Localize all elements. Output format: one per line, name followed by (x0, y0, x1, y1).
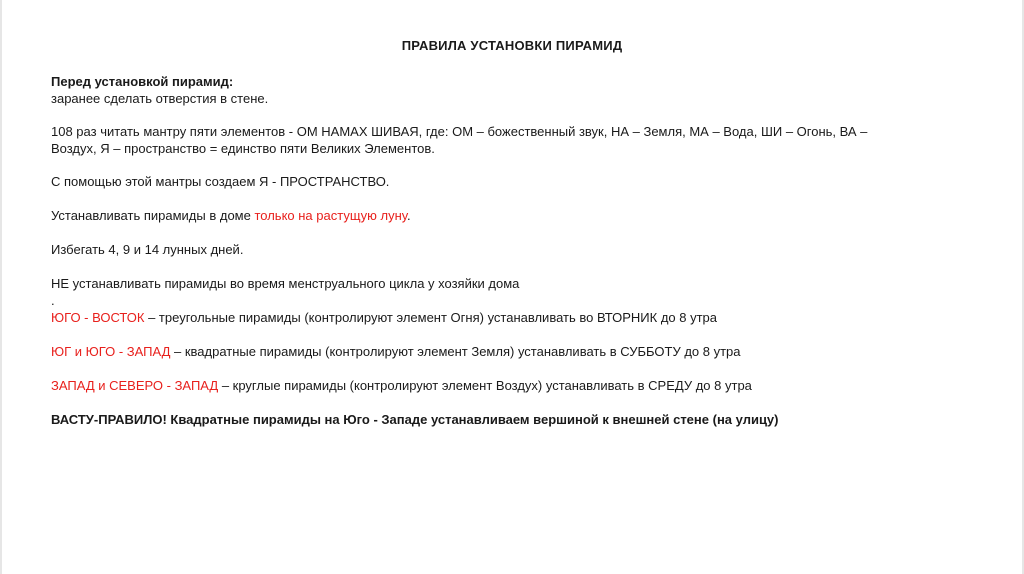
direction-text: – квадратные пирамиды (контролируют элемент Земля) устанавливать в СУББОТУ до 8 утра (170, 344, 741, 359)
direction-label: ЗАПАД и СЕВЕРО - ЗАПАД (51, 378, 219, 393)
moon-line-before: Устанавливать пирамиды в доме (51, 208, 255, 223)
intro-line: заранее сделать отверстия в стене. (51, 91, 269, 106)
direction-text: – треугольные пирамиды (контролируют элемент Огня) устанавливать во ВТОРНИК до 8 утра (144, 310, 718, 325)
moon-line-highlight: только на растущую луну (254, 208, 407, 223)
direction-line-northwest (51, 377, 971, 394)
slide-title: ПРАВИЛА УСТАНОВКИ ПИРАМИД (401, 38, 623, 53)
direction-text: – круглые пирамиды (контролируют элемент Воздух) устанавливать в СРЕДУ до 8 утра (218, 378, 752, 393)
space-line: С помощью этой мантры создаем Я - ПРОСТРАНСТВО. (51, 174, 390, 189)
avoid-days-line: Избегать 4, 9 и 14 лунных дней. (51, 242, 244, 257)
direction-label: ЮГ и ЮГО - ЗАПАД (51, 344, 171, 359)
moon-line (51, 207, 971, 224)
direction-label: ЮГО - ВОСТОК (51, 310, 145, 325)
direction-line-southwest (51, 343, 971, 360)
direction-line-southeast (51, 309, 971, 326)
cycle-line: НЕ устанавливать пирамиды во время менструального цикла у хозяйки дома (51, 276, 520, 291)
intro-heading: Перед установкой пирамид: (51, 74, 234, 89)
cycle-dot: . (51, 293, 55, 308)
slide-body (51, 73, 971, 428)
moon-line-after: . (407, 208, 411, 223)
mantra-line-1: 108 раз читать мантру пяти элементов - ОМ НАМАХ ШИВАЯ, где: ОМ – божественный звук, НА – Земля, МА – Вода, ШИ – Огонь, ВА – (51, 124, 868, 139)
mantra-line-2: Воздух, Я – пространство = единство пяти Великих Элементов. (51, 141, 435, 156)
vastu-rule: ВАСТУ-ПРАВИЛО! Квадратные пирамиды на Юго - Западе устанавливаем вершиной к внешней стене (на улицу) (51, 412, 779, 427)
